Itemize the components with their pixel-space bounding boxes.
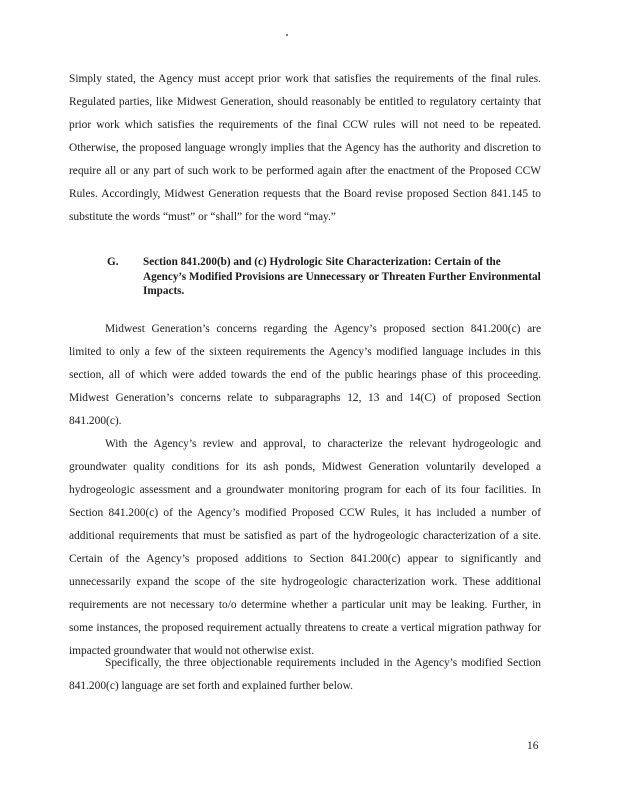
section-heading (107, 255, 541, 299)
scan-speck (286, 34, 288, 36)
section-heading-title: Section 841.200(b) and (c) Hydrologic Site Characterization: Certain of the Agency’s Modified Provisions are Unnecessary or Threaten Further Environmental Impacts. (143, 256, 541, 297)
paragraph-concerns: Midwest Generation’s concerns regarding the Agency’s proposed section 841.200(c) are limited to only a few of the sixteen requirements the Agency’s modified language includes in this section, all of which were added towards the end of the public hearings phase of this proceeding. Midwest Generation’s concerns relate to subparagraphs 12, 13 and 14(C) of proposed Section 841.200(c). (69, 323, 541, 427)
paragraph-prior-work: Simply stated, the Agency must accept prior work that satisfies the requirements of the final rules. Regulated parties, like Midwest Generation, should reasonably be entitled to regulatory certainty that prior work which satisfies the requirements of the final CCW rules will not need to be repeated. Otherwise, the proposed language wrongly implies that the Agency has the authority and discretion to require all or any part of such work to be performed again after the enactment of the Proposed CCW Rules. Accordingly, Midwest Generation requests that the Board revise proposed Section 841.145 to substitute the words “must” or “shall” for the word “may.” (69, 73, 541, 223)
page-number: 16 (527, 740, 539, 752)
section-heading-letter: G. (107, 256, 119, 268)
paragraph-specifically: Specifically, the three objectionable requirements included in the Agency’s modified Section 841.200(c) language are set forth and explained further below. (69, 657, 541, 692)
paragraph-review-approval: With the Agency’s review and approval, to characterize the relevant hydrogeologic and groundwater quality conditions for its ash ponds, Midwest Generation voluntarily developed a hydrogeologic assessment and a groundwater monitoring program for each of its four facilities. In Section 841.200(c) of the Agency’s modified Proposed CCW Rules, it has included a number of additional requirements that must be satisfied as part of the hydrogeologic characterization of a site. Certain of the Agency’s proposed additions to Section 841.200(c) appear to significantly and unnecessarily expand the scope of the site hydrogeologic characterization work. These additional requirements are not necessary to/o determine whether a particular unit may be leaking. Further, in some instances, the proposed requirement actually threatens to create a vertical migration pathway for impacted groundwater that would not otherwise exist. (69, 438, 541, 657)
